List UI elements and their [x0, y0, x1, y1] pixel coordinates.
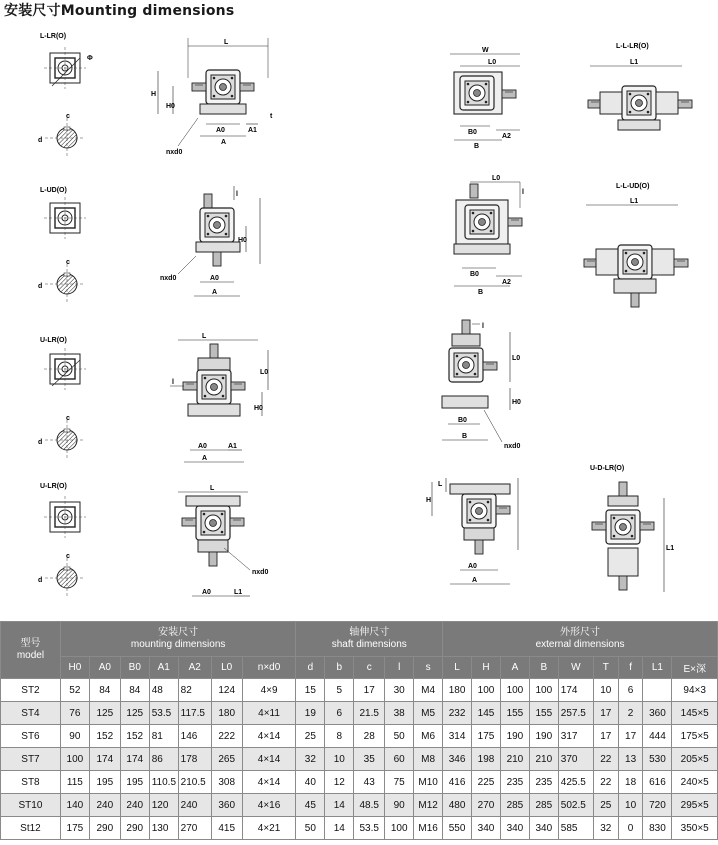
label-u-lr-2: U-LR(O): [40, 483, 67, 490]
table-cell: 550: [443, 817, 472, 840]
column-header: H0: [60, 657, 89, 679]
column-header: f: [618, 657, 643, 679]
table-cell: 240: [89, 794, 120, 817]
table-cell: 198: [472, 748, 501, 771]
column-header: d: [296, 657, 325, 679]
table-cell: M10: [414, 771, 443, 794]
model-cell: ST6: [1, 725, 61, 748]
mounting-drawings: [0, 18, 718, 618]
table-row: [1, 817, 718, 840]
table-cell: 60: [385, 748, 414, 771]
table-cell: 720: [643, 794, 672, 817]
table-cell: M6: [414, 725, 443, 748]
svg-text:A: A: [202, 455, 208, 462]
column-header: A: [500, 657, 529, 679]
table-cell: 14: [325, 794, 354, 817]
svg-text:H0: H0: [254, 405, 263, 412]
table-cell: 480: [443, 794, 472, 817]
svg-text:A2: A2: [502, 279, 511, 286]
table-cell: 86: [149, 748, 178, 771]
svg-text:L: L: [224, 39, 229, 46]
table-cell: 17: [593, 725, 618, 748]
table-cell: M16: [414, 817, 443, 840]
svg-text:A0: A0: [216, 127, 225, 134]
table-cell: M5: [414, 702, 443, 725]
table-cell: 110.5: [149, 771, 178, 794]
table-cell: 43: [354, 771, 385, 794]
table-cell: 830: [643, 817, 672, 840]
table-cell: 195: [89, 771, 120, 794]
table-cell: 370: [558, 748, 593, 771]
svg-text:L0: L0: [512, 355, 521, 362]
table-cell: 174: [120, 748, 149, 771]
table-cell: 17: [618, 725, 643, 748]
group-header-external: 外形尺寸 external dimensions: [443, 622, 718, 657]
svg-text:A1: A1: [228, 443, 237, 450]
table-row: [1, 748, 718, 771]
table-cell: 152: [89, 725, 120, 748]
column-header: s: [414, 657, 443, 679]
svg-text:c: c: [66, 259, 70, 266]
column-header: E×深: [672, 657, 718, 679]
svg-text:c: c: [66, 415, 70, 422]
table-cell: 25: [296, 725, 325, 748]
table-cell: 225: [472, 771, 501, 794]
svg-text:nxd0: nxd0: [166, 149, 183, 156]
table-cell: 4×11: [242, 702, 296, 725]
diagram-u-lr-1: [38, 333, 268, 462]
table-cell: 240×5: [672, 771, 718, 794]
table-cell: 180: [211, 702, 242, 725]
table-cell: 50: [296, 817, 325, 840]
model-cell: ST4: [1, 702, 61, 725]
column-header: H: [472, 657, 501, 679]
table-cell: 308: [211, 771, 242, 794]
table-cell: 4×14: [242, 748, 296, 771]
svg-text:L: L: [438, 481, 443, 488]
diagram-ud-view: [454, 175, 688, 307]
table-cell: 115: [60, 771, 89, 794]
table-cell: 502.5: [558, 794, 593, 817]
label-u-lr-1: U-LR(O): [40, 337, 67, 344]
table-row: [1, 725, 718, 748]
table-cell: M12: [414, 794, 443, 817]
table-cell: 175: [472, 725, 501, 748]
table-cell: 22: [593, 771, 618, 794]
table-cell: 444: [643, 725, 672, 748]
table-cell: 317: [558, 725, 593, 748]
table-row: [1, 794, 718, 817]
table-cell: 232: [443, 702, 472, 725]
svg-text:d: d: [38, 577, 43, 584]
svg-text:H0: H0: [238, 237, 247, 244]
column-header: B: [529, 657, 558, 679]
table-cell: [643, 679, 672, 702]
model-cell: ST10: [1, 794, 61, 817]
svg-text:L1: L1: [234, 589, 243, 596]
table-cell: 350×5: [672, 817, 718, 840]
table-cell: 10: [593, 679, 618, 702]
table-cell: 125: [120, 702, 149, 725]
table-cell: 90: [385, 794, 414, 817]
svg-text:B0: B0: [458, 417, 467, 424]
table-cell: M8: [414, 748, 443, 771]
table-cell: 90: [60, 725, 89, 748]
svg-text:A2: A2: [502, 133, 511, 140]
table-cell: 360: [211, 794, 242, 817]
table-cell: 53.5: [354, 817, 385, 840]
column-header: L: [443, 657, 472, 679]
svg-text:l: l: [482, 323, 484, 330]
table-cell: 174: [89, 748, 120, 771]
table-cell: 155: [529, 702, 558, 725]
svg-text:L: L: [210, 485, 215, 492]
table-cell: 76: [60, 702, 89, 725]
table-cell: 145: [472, 702, 501, 725]
svg-text:A0: A0: [210, 275, 219, 282]
table-cell: 616: [643, 771, 672, 794]
table-cell: 205×5: [672, 748, 718, 771]
table-cell: 360: [643, 702, 672, 725]
table-cell: 240: [178, 794, 211, 817]
table-cell: 4×9: [242, 679, 296, 702]
svg-text:B0: B0: [470, 271, 479, 278]
table-cell: 222: [211, 725, 242, 748]
column-header: b: [325, 657, 354, 679]
table-cell: 82: [178, 679, 211, 702]
table-cell: 120: [149, 794, 178, 817]
table-cell: 15: [296, 679, 325, 702]
table-cell: 270: [472, 794, 501, 817]
table-cell: 22: [593, 748, 618, 771]
table-cell: 340: [529, 817, 558, 840]
table-cell: 5: [325, 679, 354, 702]
table-cell: 19: [296, 702, 325, 725]
column-header: A0: [89, 657, 120, 679]
svg-text:A0: A0: [198, 443, 207, 450]
table-cell: 40: [296, 771, 325, 794]
table-cell: 4×14: [242, 771, 296, 794]
table-cell: 346: [443, 748, 472, 771]
column-header: A2: [178, 657, 211, 679]
diagram-l-lr: [38, 33, 273, 158]
table-cell: 4×14: [242, 725, 296, 748]
table-cell: 14: [325, 817, 354, 840]
table-cell: 174: [558, 679, 593, 702]
table-row: [1, 771, 718, 794]
svg-text:t: t: [270, 113, 273, 120]
table-cell: 415: [211, 817, 242, 840]
svg-text:l: l: [236, 191, 238, 198]
table-cell: 285: [500, 794, 529, 817]
svg-text:B: B: [462, 433, 468, 440]
table-cell: 100: [500, 679, 529, 702]
model-header: 型号 model: [1, 622, 61, 679]
table-cell: 125: [89, 702, 120, 725]
table-cell: 155: [500, 702, 529, 725]
label-l-lr: L-LR(O): [40, 33, 67, 40]
column-header: T: [593, 657, 618, 679]
table-cell: 4×21: [242, 817, 296, 840]
svg-text:L0: L0: [488, 59, 497, 66]
table-cell: 94×3: [672, 679, 718, 702]
table-cell: M4: [414, 679, 443, 702]
table-cell: 190: [529, 725, 558, 748]
page-title: 安装尺寸Mounting dimensions: [4, 3, 235, 19]
table-cell: 130: [149, 817, 178, 840]
table-cell: 340: [500, 817, 529, 840]
table-cell: 178: [178, 748, 211, 771]
label-l-l-ud: L-L-UD(O): [616, 183, 650, 190]
column-header: l: [385, 657, 414, 679]
label-u-d-lr: U-D-LR(O): [590, 465, 625, 472]
model-cell: ST7: [1, 748, 61, 771]
table-cell: 124: [211, 679, 242, 702]
svg-text:L1: L1: [666, 545, 675, 552]
table-cell: 340: [472, 817, 501, 840]
table-cell: 4×16: [242, 794, 296, 817]
svg-text:H: H: [426, 497, 432, 504]
diagram-u-lr-2: [38, 483, 268, 598]
table-cell: 295×5: [672, 794, 718, 817]
table-cell: 240: [120, 794, 149, 817]
table-cell: 270: [178, 817, 211, 840]
table-cell: 117.5: [178, 702, 211, 725]
svg-text:H0: H0: [166, 103, 175, 110]
table-cell: 25: [593, 794, 618, 817]
table-cell: 21.5: [354, 702, 385, 725]
model-cell: ST8: [1, 771, 61, 794]
table-cell: 10: [325, 748, 354, 771]
svg-text:B: B: [474, 143, 480, 150]
table-cell: 12: [325, 771, 354, 794]
table-cell: 0: [618, 817, 643, 840]
table-cell: 100: [472, 679, 501, 702]
svg-text:nxd0: nxd0: [252, 569, 269, 576]
label-l-ud: L-UD(O): [40, 187, 67, 194]
table-cell: 6: [325, 702, 354, 725]
table-cell: 30: [385, 679, 414, 702]
diagram-u-side-view: [442, 320, 521, 450]
column-header: A1: [149, 657, 178, 679]
table-cell: 50: [385, 725, 414, 748]
table-body: [1, 679, 718, 840]
table-row: [1, 679, 718, 702]
table-cell: 38: [385, 702, 414, 725]
table-cell: 17: [593, 702, 618, 725]
column-header: n×d0: [242, 657, 296, 679]
table-cell: 28: [354, 725, 385, 748]
table-cell: 32: [593, 817, 618, 840]
table-cell: 100: [60, 748, 89, 771]
table-cell: 8: [325, 725, 354, 748]
dimensions-table: [0, 621, 718, 840]
svg-text:d: d: [38, 439, 43, 446]
table-cell: 17: [354, 679, 385, 702]
svg-text:A0: A0: [202, 589, 211, 596]
diagram-w-view: [450, 43, 692, 150]
model-cell: St12: [1, 817, 61, 840]
model-cell: ST2: [1, 679, 61, 702]
table-cell: 210: [500, 748, 529, 771]
svg-text:H: H: [151, 91, 157, 98]
column-header: B0: [120, 657, 149, 679]
svg-text:A: A: [212, 289, 218, 296]
svg-text:B: B: [478, 289, 484, 296]
table-cell: 146: [178, 725, 211, 748]
group-header-mounting: 安装尺寸 mounting dimensions: [60, 622, 296, 657]
table-cell: 100: [385, 817, 414, 840]
diagram-h-view: [426, 465, 674, 592]
svg-text:B0: B0: [468, 129, 477, 136]
table-cell: 530: [643, 748, 672, 771]
svg-text:A: A: [221, 139, 227, 146]
table-cell: 257.5: [558, 702, 593, 725]
column-header-row: [1, 657, 718, 679]
column-header: c: [354, 657, 385, 679]
svg-text:A: A: [472, 577, 478, 584]
table-cell: 84: [89, 679, 120, 702]
table-cell: 425.5: [558, 771, 593, 794]
table-cell: 140: [60, 794, 89, 817]
svg-text:L0: L0: [492, 175, 501, 182]
table-cell: 10: [618, 794, 643, 817]
table-cell: 210.5: [178, 771, 211, 794]
column-header: L1: [643, 657, 672, 679]
table-cell: 195: [120, 771, 149, 794]
column-header: L0: [211, 657, 242, 679]
table-cell: 32: [296, 748, 325, 771]
table-cell: 35: [354, 748, 385, 771]
svg-text:nxd0: nxd0: [160, 275, 177, 282]
table-cell: 45: [296, 794, 325, 817]
svg-text:d: d: [38, 137, 43, 144]
table-cell: 75: [385, 771, 414, 794]
table-cell: 180: [443, 679, 472, 702]
table-cell: 175: [60, 817, 89, 840]
svg-text:L0: L0: [260, 369, 269, 376]
svg-text:L: L: [202, 333, 207, 340]
svg-text:W: W: [482, 47, 489, 54]
svg-text:c: c: [66, 113, 70, 120]
table-cell: 265: [211, 748, 242, 771]
table-cell: 235: [500, 771, 529, 794]
table-cell: 48: [149, 679, 178, 702]
table-cell: 290: [89, 817, 120, 840]
table-cell: 175×5: [672, 725, 718, 748]
table-cell: 290: [120, 817, 149, 840]
table-cell: 84: [120, 679, 149, 702]
svg-text:nxd0: nxd0: [504, 443, 521, 450]
table-cell: 190: [500, 725, 529, 748]
table-cell: 52: [60, 679, 89, 702]
svg-text:l: l: [172, 379, 174, 386]
table-cell: 416: [443, 771, 472, 794]
table-cell: 235: [529, 771, 558, 794]
table-cell: 314: [443, 725, 472, 748]
table-cell: 13: [618, 748, 643, 771]
table-cell: 285: [529, 794, 558, 817]
svg-text:A0: A0: [468, 563, 477, 570]
table-cell: 6: [618, 679, 643, 702]
table-cell: 210: [529, 748, 558, 771]
table-cell: 18: [618, 771, 643, 794]
table-cell: 585: [558, 817, 593, 840]
table-cell: 152: [120, 725, 149, 748]
table-cell: 48.5: [354, 794, 385, 817]
svg-text:L1: L1: [630, 198, 639, 205]
svg-text:A1: A1: [248, 127, 257, 134]
svg-text:d: d: [38, 283, 43, 290]
table-cell: 81: [149, 725, 178, 748]
svg-text:L1: L1: [630, 59, 639, 66]
table-cell: 53.5: [149, 702, 178, 725]
column-header: W: [558, 657, 593, 679]
svg-text:l: l: [522, 189, 524, 196]
table-row: [1, 702, 718, 725]
diagram-l-ud: [38, 186, 260, 304]
table-cell: 100: [529, 679, 558, 702]
group-header-shaft: 轴伸尺寸 shaft dimensions: [296, 622, 443, 657]
label-l-l-lr: L-L-LR(O): [616, 43, 649, 50]
svg-text:c: c: [66, 553, 70, 560]
svg-text:H0: H0: [512, 399, 521, 406]
svg-text:Φ: Φ: [87, 55, 93, 62]
table-cell: 2: [618, 702, 643, 725]
table-cell: 145×5: [672, 702, 718, 725]
